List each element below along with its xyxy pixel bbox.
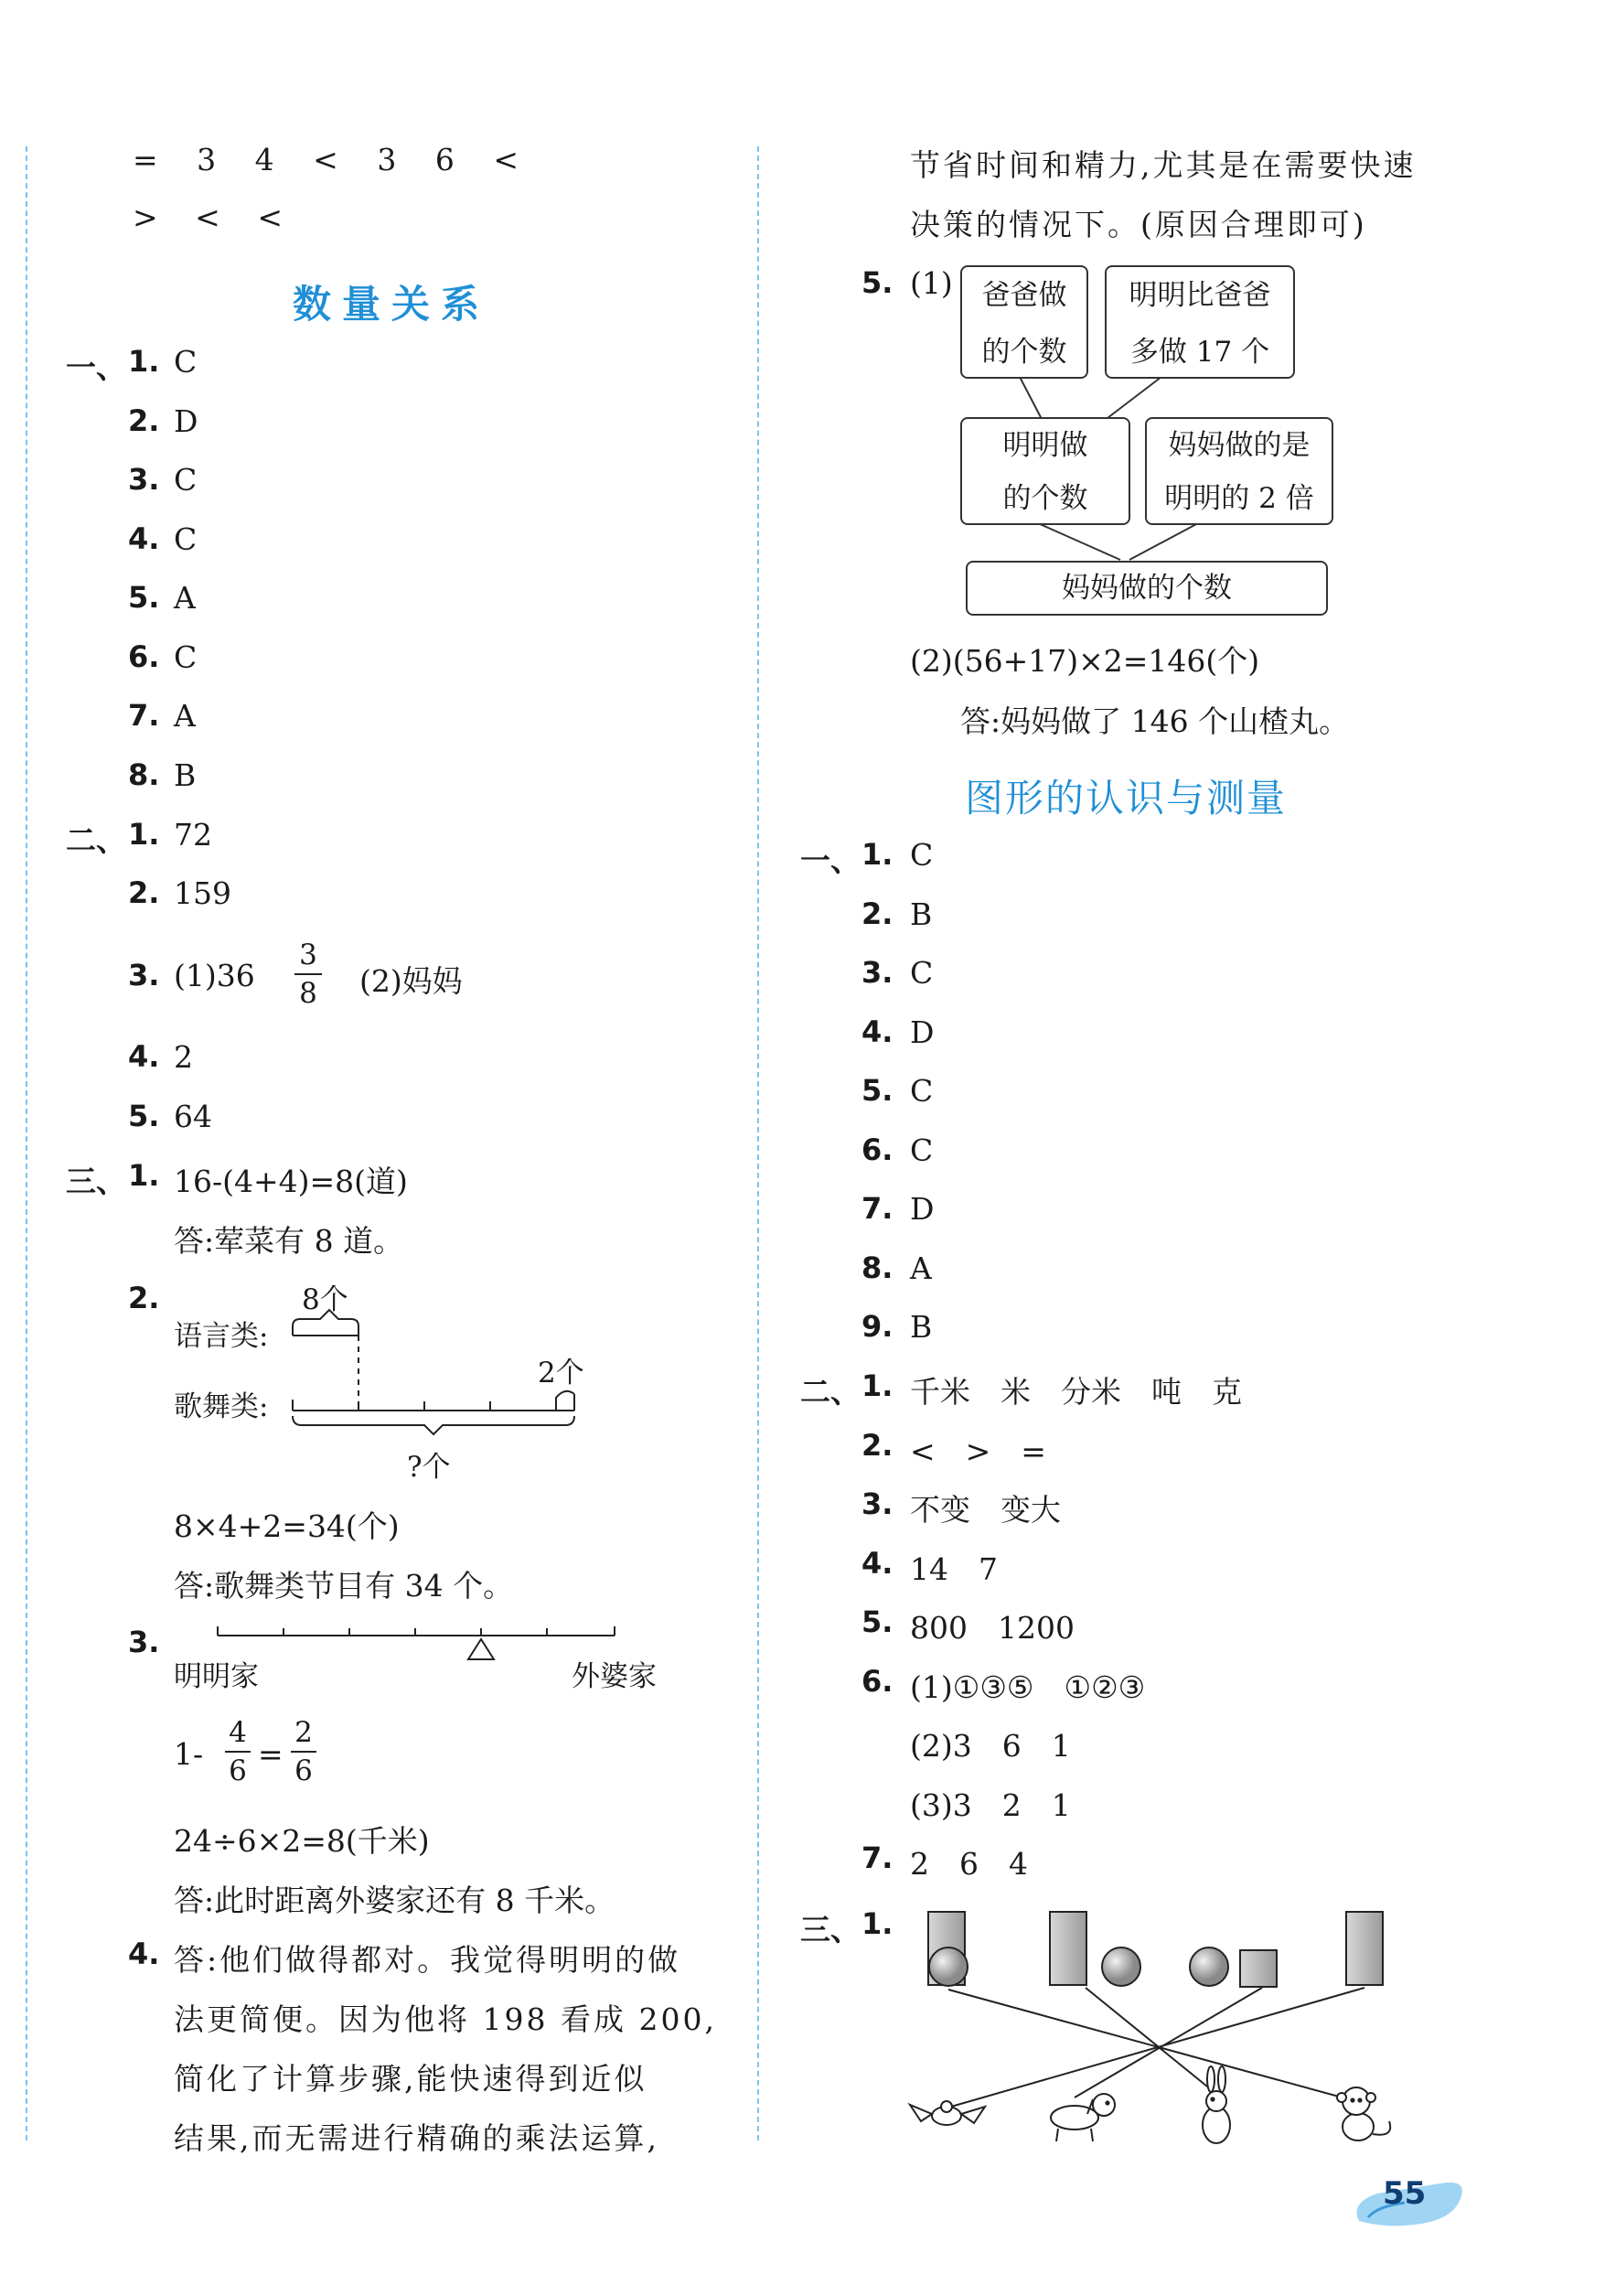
start-label: 明明家 <box>174 1660 259 1693</box>
answer: A <box>174 580 196 616</box>
box-line: 多做 17 个 <box>1129 336 1270 369</box>
item-number: 4. <box>861 1014 893 1049</box>
box-mom-twice <box>1145 417 1333 525</box>
rabbit-icon <box>1203 2066 1230 2143</box>
item-number: 9. <box>861 1309 893 1344</box>
item-number: 3. <box>128 1625 160 1659</box>
item-number: 1. <box>128 817 160 852</box>
item-number: 6. <box>128 638 160 674</box>
line-segment-diagram <box>274 1299 695 1454</box>
item-number: 2. <box>128 1281 160 1315</box>
answer-sentence: 答:妈妈做了 146 个山楂丸。 <box>960 703 1350 739</box>
part3-label: 三、 <box>800 1912 861 1947</box>
item-number: 1. <box>861 1368 893 1403</box>
answer: (2)妈妈 <box>359 963 463 999</box>
fraction <box>291 1716 316 1787</box>
answer: C <box>910 955 934 991</box>
item-number: 4. <box>128 1039 160 1074</box>
box-mom-count: 妈妈做的个数 <box>966 561 1328 616</box>
box-line: 爸爸做 <box>981 279 1067 312</box>
fraction-numerator: 2 <box>294 1716 313 1749</box>
top-line-1: = 3 4 < 3 6 < <box>133 142 520 177</box>
answer: < > = <box>910 1432 1046 1469</box>
item-number: 4. <box>128 520 160 556</box>
page-number: 55 <box>1383 2175 1427 2212</box>
item-number: 3. <box>128 462 160 497</box>
item-number: 6. <box>861 1132 893 1167</box>
box-dad-count <box>960 265 1088 379</box>
equation: 24÷6×2=8(千米) <box>174 1823 430 1859</box>
answer: D <box>910 1191 935 1227</box>
answer: 159 <box>174 875 231 911</box>
answer: C <box>174 520 198 557</box>
item-number: 2. <box>861 1427 893 1463</box>
box-line: 的个数 <box>981 336 1067 369</box>
fraction-denominator: 8 <box>299 977 317 1010</box>
answer: C <box>910 1073 934 1109</box>
item-number: 4. <box>128 1937 160 1971</box>
item-number: 6. <box>861 1663 893 1699</box>
box-line: 明明比爸爸 <box>1129 279 1271 312</box>
answer: B <box>910 896 933 932</box>
answer: B <box>174 756 197 793</box>
monkey-icon <box>1337 2087 1390 2140</box>
answer: 2 6 4 <box>910 1846 1028 1882</box>
box-ming-count <box>960 417 1130 525</box>
diagram-label: ?个 <box>407 1451 451 1484</box>
box-more-than-dad <box>1105 265 1295 379</box>
box-line: 明明的 2 倍 <box>1164 482 1314 515</box>
matching-figure <box>901 1898 1450 2154</box>
box-line: 的个数 <box>1002 482 1088 515</box>
box-line: 明明做 <box>1002 429 1088 462</box>
part2-label: 二、 <box>800 1374 861 1410</box>
answer: (1)36 <box>174 958 255 993</box>
top-line-2: > < < <box>133 199 283 235</box>
bird-icon <box>910 2101 985 2125</box>
item-number: 7. <box>128 698 160 733</box>
item-number: 2. <box>861 896 893 931</box>
section-title-quantity: 数量关系 <box>293 282 491 327</box>
column-divider <box>757 146 759 2140</box>
answer: C <box>174 344 198 380</box>
fraction-denominator: 6 <box>294 1754 313 1787</box>
item-number: 7. <box>861 1840 893 1875</box>
paragraph-line: 简化了计算步骤,能快速得到近似 <box>174 2061 647 2097</box>
item-number: 1. <box>861 837 893 872</box>
item-number: 5. <box>128 1099 160 1133</box>
item-number: 1. <box>861 1906 893 1941</box>
answer: 千米 米 分米 吨 克 <box>910 1374 1242 1410</box>
paragraph-line: 结果,而无需进行精确的乘法运算, <box>174 2120 659 2156</box>
item-number: 2. <box>128 402 160 438</box>
part1-label: 一、 <box>66 349 126 385</box>
answer: (3)3 2 1 <box>910 1786 1071 1823</box>
equation: (2)(56+17)×2=146(个) <box>910 643 1260 679</box>
answer: A <box>174 698 196 734</box>
answer: C <box>910 837 934 873</box>
part2-label: 二、 <box>66 822 126 858</box>
equation: 16-(4+4)=8(道) <box>174 1164 408 1199</box>
item-number: 5. <box>861 1604 893 1639</box>
part3-label: 三、 <box>66 1164 126 1199</box>
answer-sentence: 答:歌舞类节目有 34 个。 <box>174 1568 514 1604</box>
section-title-geometry: 图形的认识与测量 <box>965 776 1288 821</box>
item-number: 4. <box>861 1545 893 1581</box>
answer: (2)3 6 1 <box>910 1728 1071 1764</box>
diagram-label: 语言类: <box>174 1320 269 1353</box>
answer-sentence: 答:荤菜有 8 道。 <box>174 1223 404 1259</box>
fraction-denominator: 6 <box>229 1754 247 1787</box>
distance-line <box>210 1619 631 1674</box>
fraction-numerator: 3 <box>299 939 317 971</box>
answer: 2 <box>174 1039 193 1075</box>
item-number: 1. <box>128 1158 160 1193</box>
answer: 64 <box>174 1099 212 1134</box>
item-number: 8. <box>128 756 160 792</box>
answer: 不变 变大 <box>910 1492 1061 1528</box>
equation-equals: = <box>258 1736 284 1772</box>
item-number: 5. <box>128 580 160 615</box>
fraction <box>294 939 322 1010</box>
paragraph-line: 节省时间和精力,尤其是在需要快速 <box>910 147 1417 183</box>
item-number: 5. <box>861 265 893 300</box>
answer: C <box>910 1132 934 1168</box>
item-number: 2. <box>128 875 160 910</box>
answer: A <box>910 1250 932 1286</box>
diagram-label: 8个 <box>302 1283 348 1316</box>
fraction-numerator: 4 <box>229 1716 247 1749</box>
answer: (1)①③⑤ ①②③ <box>910 1668 1146 1705</box>
end-label: 外婆家 <box>572 1660 657 1693</box>
diagram-label: 2个 <box>538 1357 584 1389</box>
answer: D <box>174 402 198 439</box>
answer: 14 7 <box>910 1550 998 1587</box>
left-margin-line <box>26 146 27 2140</box>
item-number: 5. <box>861 1073 893 1108</box>
item-number: 7. <box>861 1191 893 1226</box>
paragraph-line: 决策的情况下。(原因合理即可) <box>910 207 1367 242</box>
item-number: 1. <box>128 344 160 379</box>
answer: B <box>910 1309 933 1345</box>
part1-label: 一、 <box>800 842 861 878</box>
equation-prefix: 1- <box>174 1736 204 1772</box>
paragraph-line: 答:他们做得都对。我觉得明明的做 <box>174 1942 681 1978</box>
answer: C <box>174 638 198 675</box>
paragraph-line: 法更简便。因为他将 198 看成 200, <box>174 2001 717 2037</box>
sub-label: (1) <box>910 265 953 301</box>
answer: 72 <box>174 817 212 853</box>
item-number: 3. <box>861 955 893 990</box>
answer: C <box>174 462 198 498</box>
answer: D <box>910 1014 935 1050</box>
answer-sentence: 答:此时距离外婆家还有 8 千米。 <box>174 1883 615 1918</box>
dog-icon <box>1051 2094 1115 2141</box>
box-line: 妈妈做的是 <box>1168 429 1311 462</box>
item-number: 8. <box>861 1250 893 1285</box>
fraction <box>225 1716 251 1787</box>
diagram-label: 歌舞类: <box>174 1390 269 1423</box>
equation: 8×4+2=34(个) <box>174 1508 400 1544</box>
answer: 800 1200 <box>910 1610 1075 1646</box>
item-number: 3. <box>128 958 160 992</box>
item-number: 3. <box>861 1486 893 1521</box>
